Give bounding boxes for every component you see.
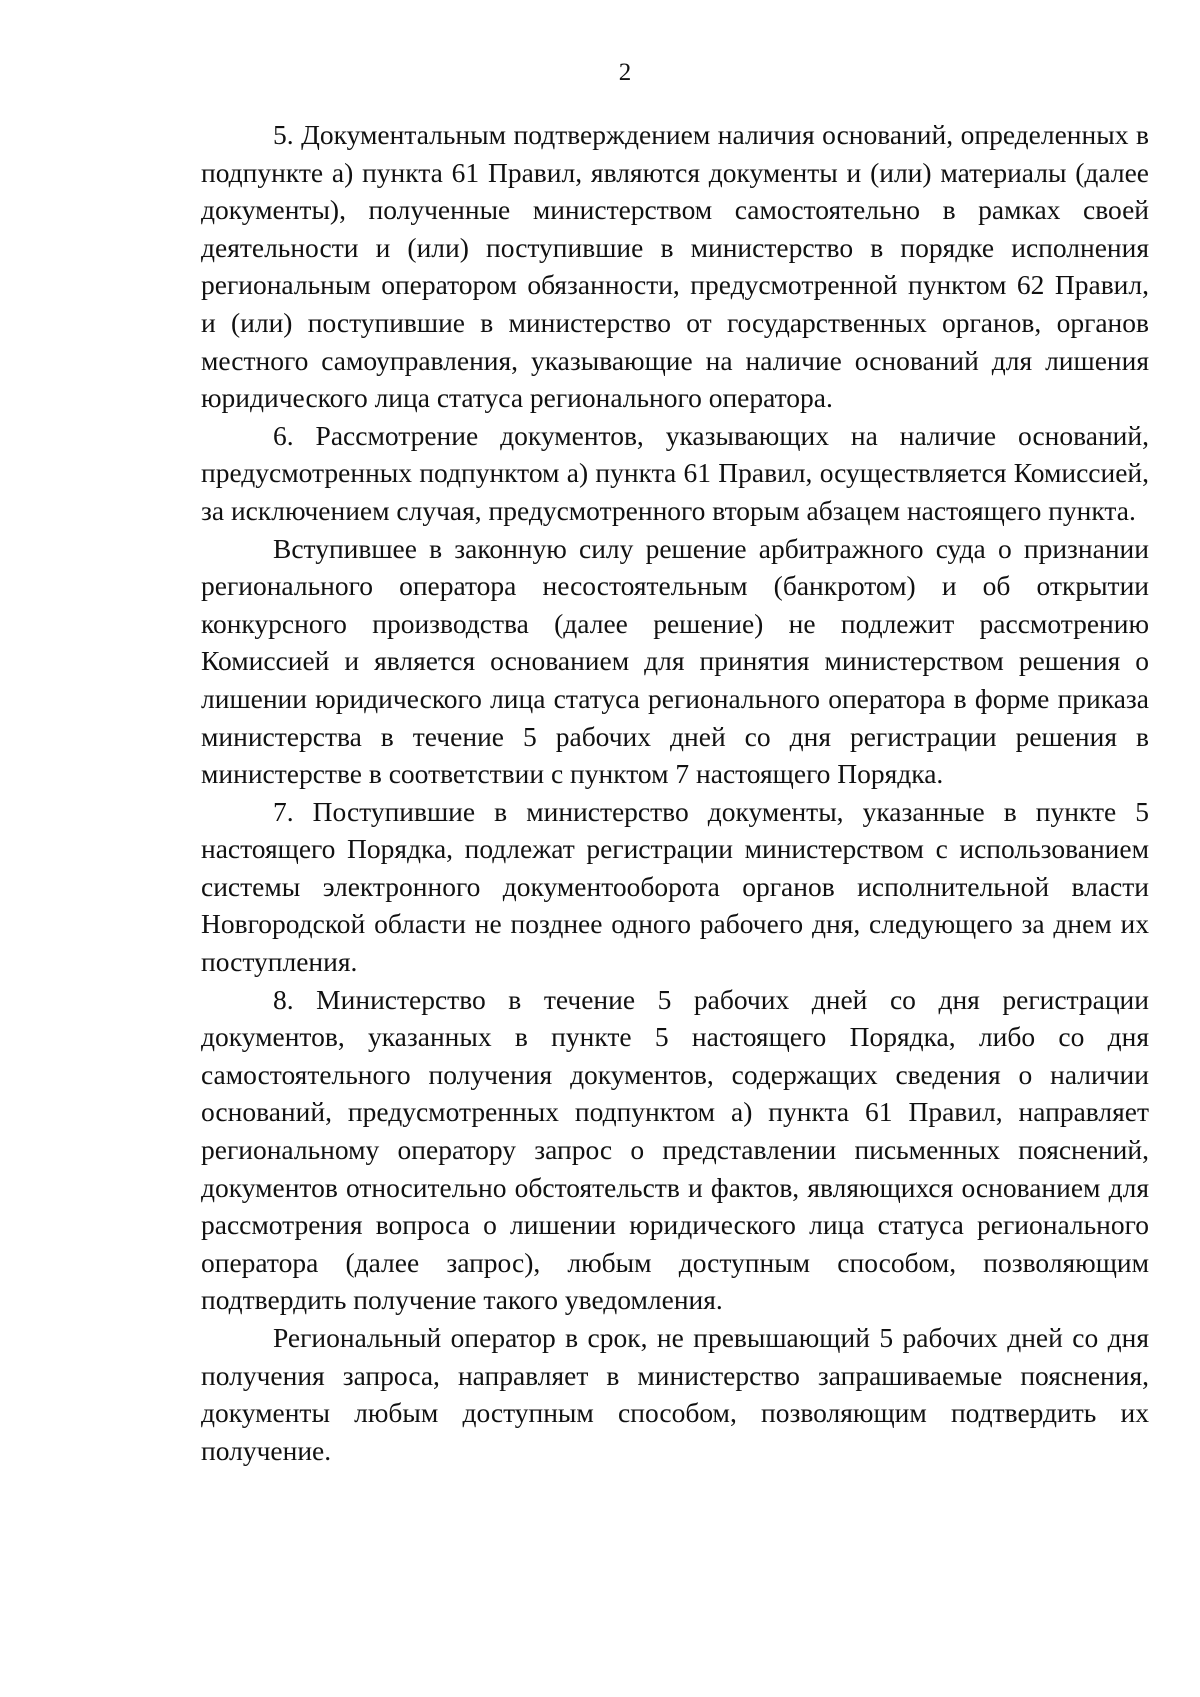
page-number: 2	[618, 59, 632, 86]
paragraph-item-8-second-abzac: Региональный оператор в срок, не превышающий 5 рабочих дней со дня получения запроса, направляет в министерство запрашиваемые пояснения, документы любым доступным способом, позволяющим подтвердить их получение.	[201, 1322, 1149, 1466]
paragraph-item-6: 6. Рассмотрение документов, указывающих на наличие оснований, предусмотренных подпунктом а) пункта 61 Правил, осуществляется Комиссией, за исключением случая, предусмотренного вторым абзацем настоящего пункта.	[201, 419, 1149, 526]
paragraph-item-5: 5. Документальным подтверждением наличия оснований, определенных в подпункте а) пункта 61 Правил, являются документы и (или) материалы (далее документы), полученные министерством самостоятельно в рамках своей деятельности и (или) поступившие в министерство в порядке исполнения региональным оператором обязанности, предусмотренной пунктом 62 Правил, и (или) поступившие в министерство от государственных органов, органов местного самоуправления, указывающие на наличие оснований для лишения юридического лица статуса регионального оператора.	[201, 119, 1149, 414]
paragraph-item-7: 7. Поступившие в министерство документы, указанные в пункте 5 настоящего Порядка, подлежат регистрации министерством с использованием системы электронного документооборота органов исполнительной власти Новгородской области не позднее одного рабочего дня, следующего за днем их поступления.	[201, 795, 1149, 978]
paragraph-item-8: 8. Министерство в течение 5 рабочих дней со дня регистрации документов, указанных в пункте 5 настоящего Порядка, либо со дня самостоятельного получения документов, содержащих сведения о наличии оснований, предусмотренных подпунктом а) пункта 61 Правил, направляет региональному оператору запрос о представлении письменных пояснений, документов относительно обстоятельств и фактов, являющихся основанием для рассмотрения вопроса о лишении юридического лица статуса регионального оператора (далее запрос), любым доступным способом, позволяющим подтвердить получение такого уведомления.	[201, 983, 1149, 1316]
document-body	[201, 116, 1149, 1469]
paragraph-item-6-second-abzac: Вступившее в законную силу решение арбитражного суда о признании регионального оператора несостоятельным (банкротом) и об открытии конкурсного производства (далее решение) не подлежит рассмотрению Комиссией и является основанием для принятия министерством решения о лишении юридического лица статуса регионального оператора в форме приказа министерства в течение 5 рабочих дней со дня регистрации решения в министерстве в соответствии с пунктом 7 настоящего Порядка.	[201, 532, 1149, 790]
